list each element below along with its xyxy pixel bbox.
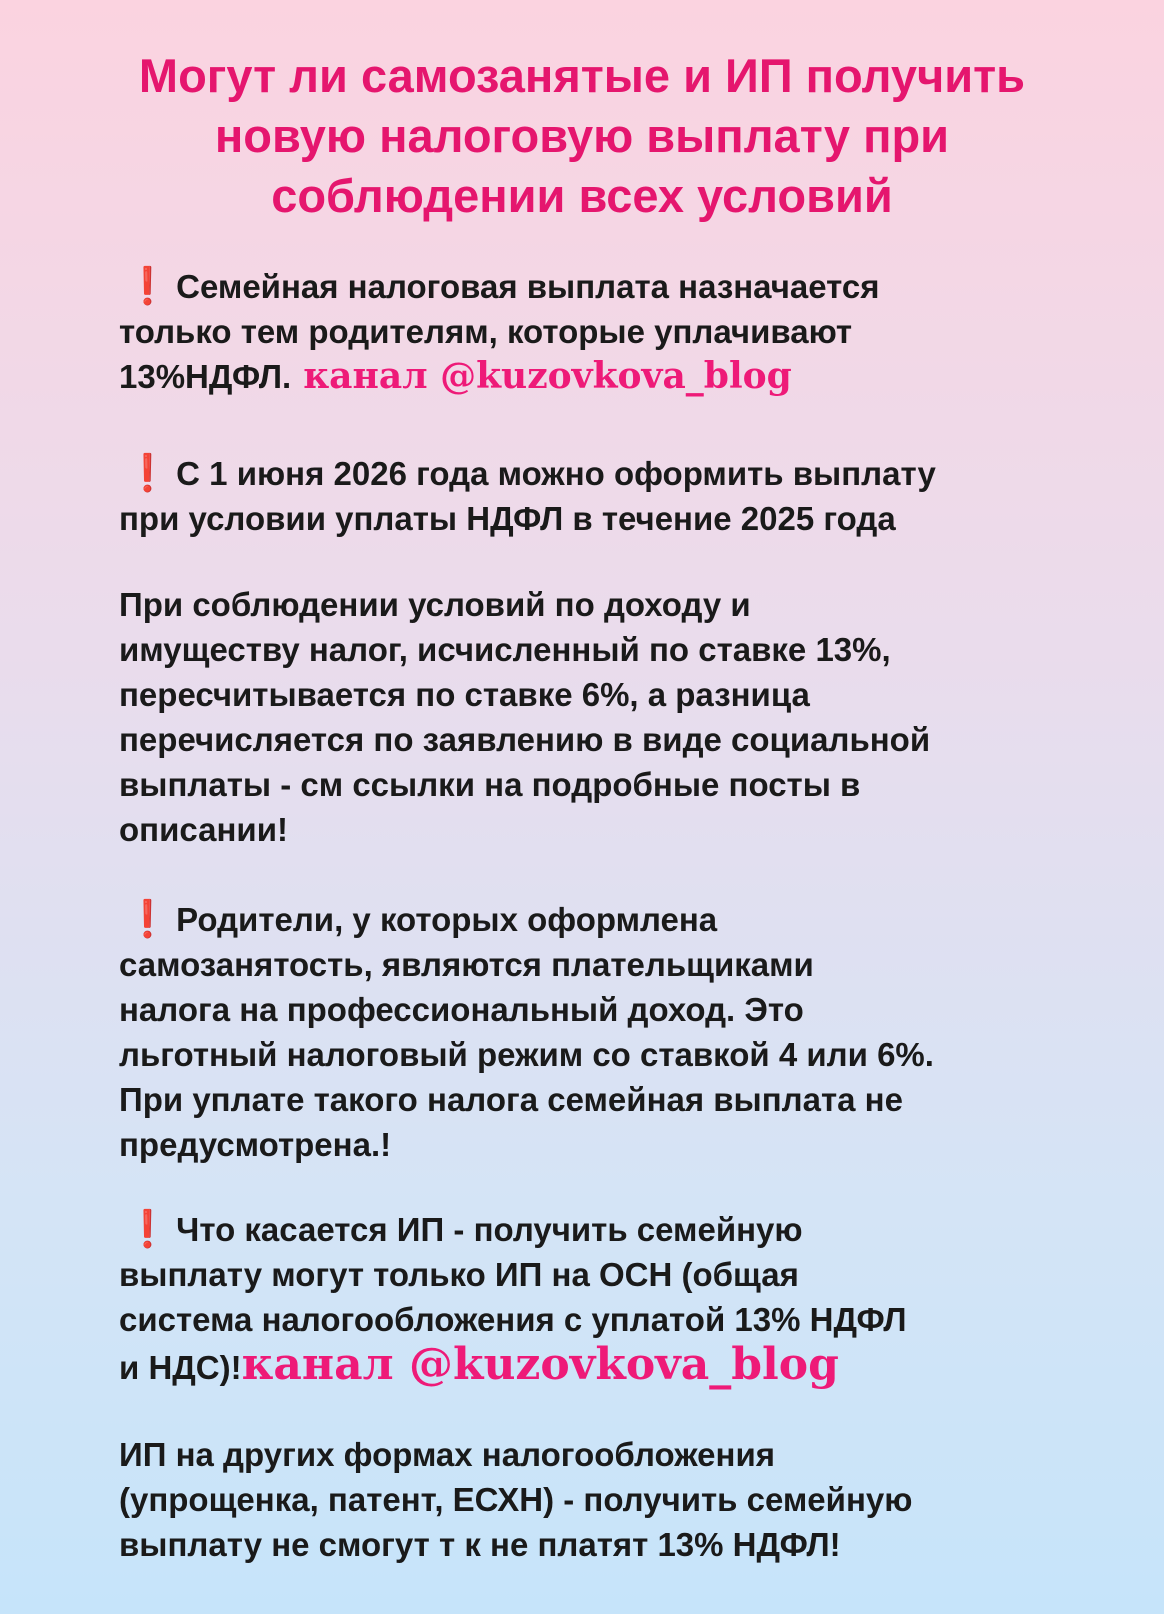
text-line: выплаты - см ссылки на подробные посты в	[119, 766, 861, 803]
title-line-1: Могут ли самозанятые и ИП получить	[138, 49, 1026, 102]
exclamation-icon: ❗	[125, 1208, 170, 1249]
text-line: ИП на других формах налогообложения	[119, 1436, 776, 1473]
text-line: при условии уплаты НДФЛ в течение 2025 года	[119, 500, 896, 537]
text-line	[119, 263, 1079, 309]
channel-promo-label: канал @kuzovkova_blog	[241, 1339, 839, 1390]
text-span: 13%НДФЛ.	[119, 358, 292, 395]
paragraph-rate-recalculation	[119, 582, 1079, 852]
text-line: перечисляется по заявлению в виде социальной	[119, 721, 931, 758]
exclamation-icon: ❗	[125, 452, 170, 493]
text-line: пересчитывается по ставке 6%, а разница	[119, 676, 810, 713]
text-line: При уплате такого налога семейная выплата не	[119, 1081, 903, 1118]
text-span: Родители, у которых оформлена	[176, 901, 718, 938]
text-line	[119, 1206, 1079, 1252]
text-line: выплату могут только ИП на ОСН (общая	[119, 1256, 799, 1293]
text-line: самозанятость, являются плательщиками	[119, 946, 814, 983]
title-line-3: соблюдении всех условий	[271, 169, 893, 222]
text-line: предусмотрена.!	[119, 1126, 392, 1163]
text-span: и НДС)!	[119, 1349, 242, 1386]
text-line: (упрощенка, патент, ЕСХН) - получить семейную	[119, 1481, 913, 1518]
text-line	[119, 1339, 1079, 1390]
page-title	[40, 46, 1124, 226]
text-line: выплату не смогут т к не платят 13% НДФЛ!	[119, 1526, 841, 1563]
title-line-2: новую налоговую выплату при	[214, 109, 950, 162]
text-line	[119, 450, 1079, 496]
paragraph-self-employed	[119, 896, 1079, 1167]
exclamation-icon: ❗	[125, 898, 170, 939]
paragraph-start-date	[119, 450, 1079, 541]
text-line	[119, 354, 1079, 399]
text-span: Семейная налоговая выплата назначается	[176, 268, 880, 305]
text-line: система налогообложения с уплатой 13% НДФЛ	[119, 1301, 907, 1338]
exclamation-icon: ❗	[125, 265, 170, 306]
text-line	[119, 896, 1079, 942]
text-line: льготный налоговый режим со ставкой 4 или 6%.	[119, 1036, 934, 1073]
paragraph-individual-entrepreneurs-osn	[119, 1206, 1079, 1390]
text-line: При соблюдении условий по доходу и	[119, 586, 751, 623]
channel-promo-label: канал @kuzovkova_blog	[303, 355, 792, 397]
text-line: описании!	[119, 811, 288, 848]
text-line: налога на профессиональный доход. Это	[119, 991, 804, 1028]
text-line: только тем родителям, которые уплачивают	[119, 313, 853, 350]
text-span: Что касается ИП - получить семейную	[176, 1211, 803, 1248]
text-span: С 1 июня 2026 года можно оформить выплату	[176, 455, 936, 492]
text-line: имуществу налог, исчисленный по ставке 13%,	[119, 631, 891, 668]
paragraph-other-tax-regimes	[119, 1432, 1079, 1567]
paragraph-family-payment-eligibility	[119, 263, 1079, 399]
